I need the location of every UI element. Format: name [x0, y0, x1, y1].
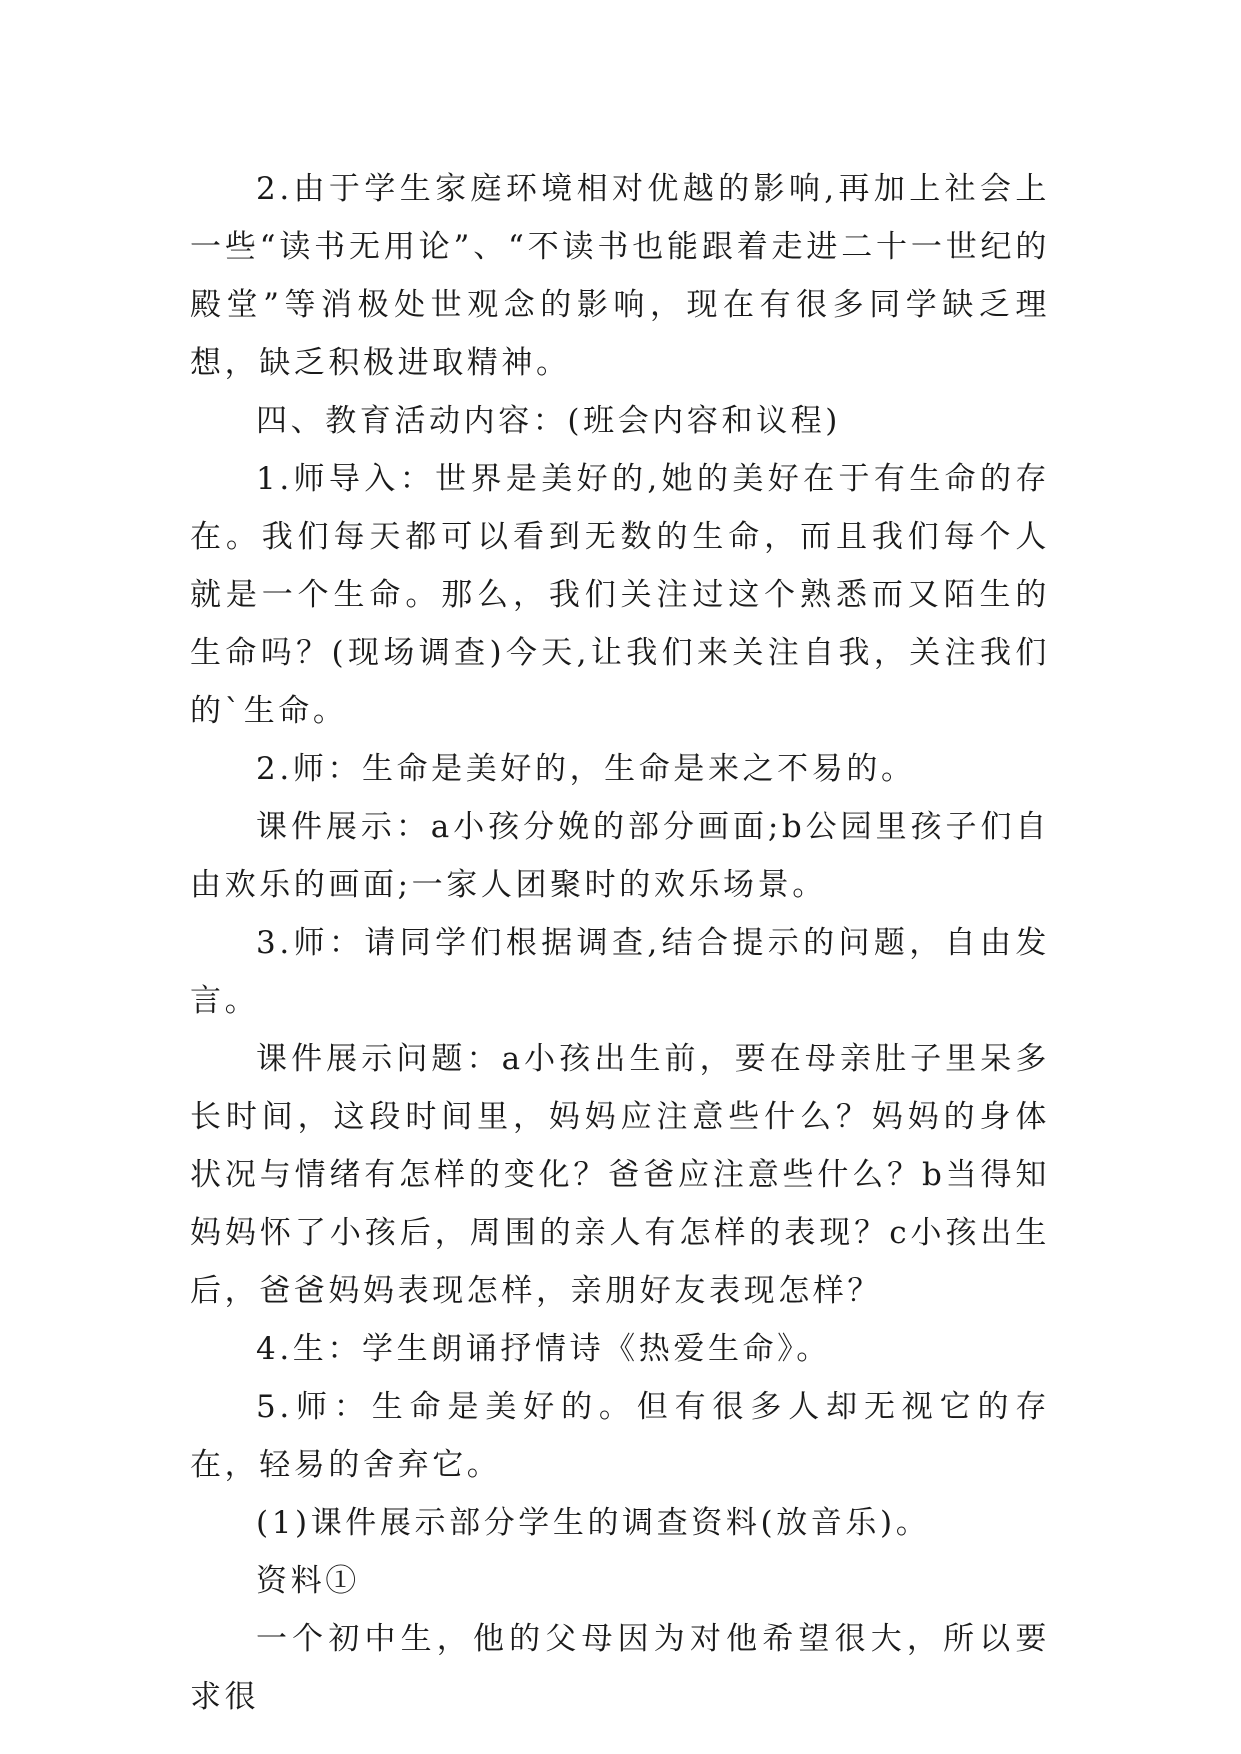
paragraph-life-beautiful: 2.师：生命是美好的，生命是来之不易的。 — [256, 751, 916, 787]
paragraph-family-environment: 2.由于学生家庭环境相对优越的影响,再加上社会上一些“读书无用论”、“不读书也能跟着走进二十一世纪的殿堂”等消极处世观念的影响，现在有很多同学缺乏理想，缺乏积极进取精神。 — [190, 171, 1050, 381]
document-body — [190, 160, 1050, 1726]
paragraph-teacher-intro: 1.师导入：世界是美好的,她的美好在于有生命的存在。我们每天都可以看到无数的生命，而且我们每个人就是一个生命。那么，我们关注过这个熟悉而又陌生的生命吗？(现场调查)今天,让我们来关注自我，关注我们的`生命。 — [190, 461, 1050, 729]
paragraph-survey-materials: (1)课件展示部分学生的调查资料(放音乐)。 — [256, 1505, 931, 1541]
paragraph-material-one-label: 资料① — [256, 1563, 360, 1599]
paragraph-courseware-questions: 课件展示问题：a小孩出生前，要在母亲肚子里呆多长时间，这段时间里，妈妈应注意些什么？妈妈的身体状况与情绪有怎样的变化？爸爸应注意些什么？b当得知妈妈怀了小孩后，周围的亲人有怎样的表现？c小孩出生后，爸爸妈妈表现怎样，亲朋好友表现怎样？ — [190, 1041, 1050, 1309]
paragraph-courseware-display: 课件展示：a小孩分娩的部分画面;b公园里孩子们自由欢乐的画面;一家人团聚时的欢乐场景。 — [190, 809, 1050, 903]
paragraph-free-discussion: 3.师：请同学们根据调查,结合提示的问题，自由发言。 — [190, 925, 1050, 1019]
paragraph-section-four-heading: 四、教育活动内容：(班会内容和议程) — [256, 403, 841, 439]
paragraph-life-abandoned: 5.师：生命是美好的。但有很多人却无视它的存在，轻易的舍弃它。 — [190, 1389, 1050, 1483]
paragraph-poem-recital: 4.生：学生朗诵抒情诗《热爱生命》。 — [256, 1331, 831, 1367]
paragraph-material-one-text: 一个初中生，他的父母因为对他希望很大，所以要求很 — [190, 1621, 1050, 1715]
